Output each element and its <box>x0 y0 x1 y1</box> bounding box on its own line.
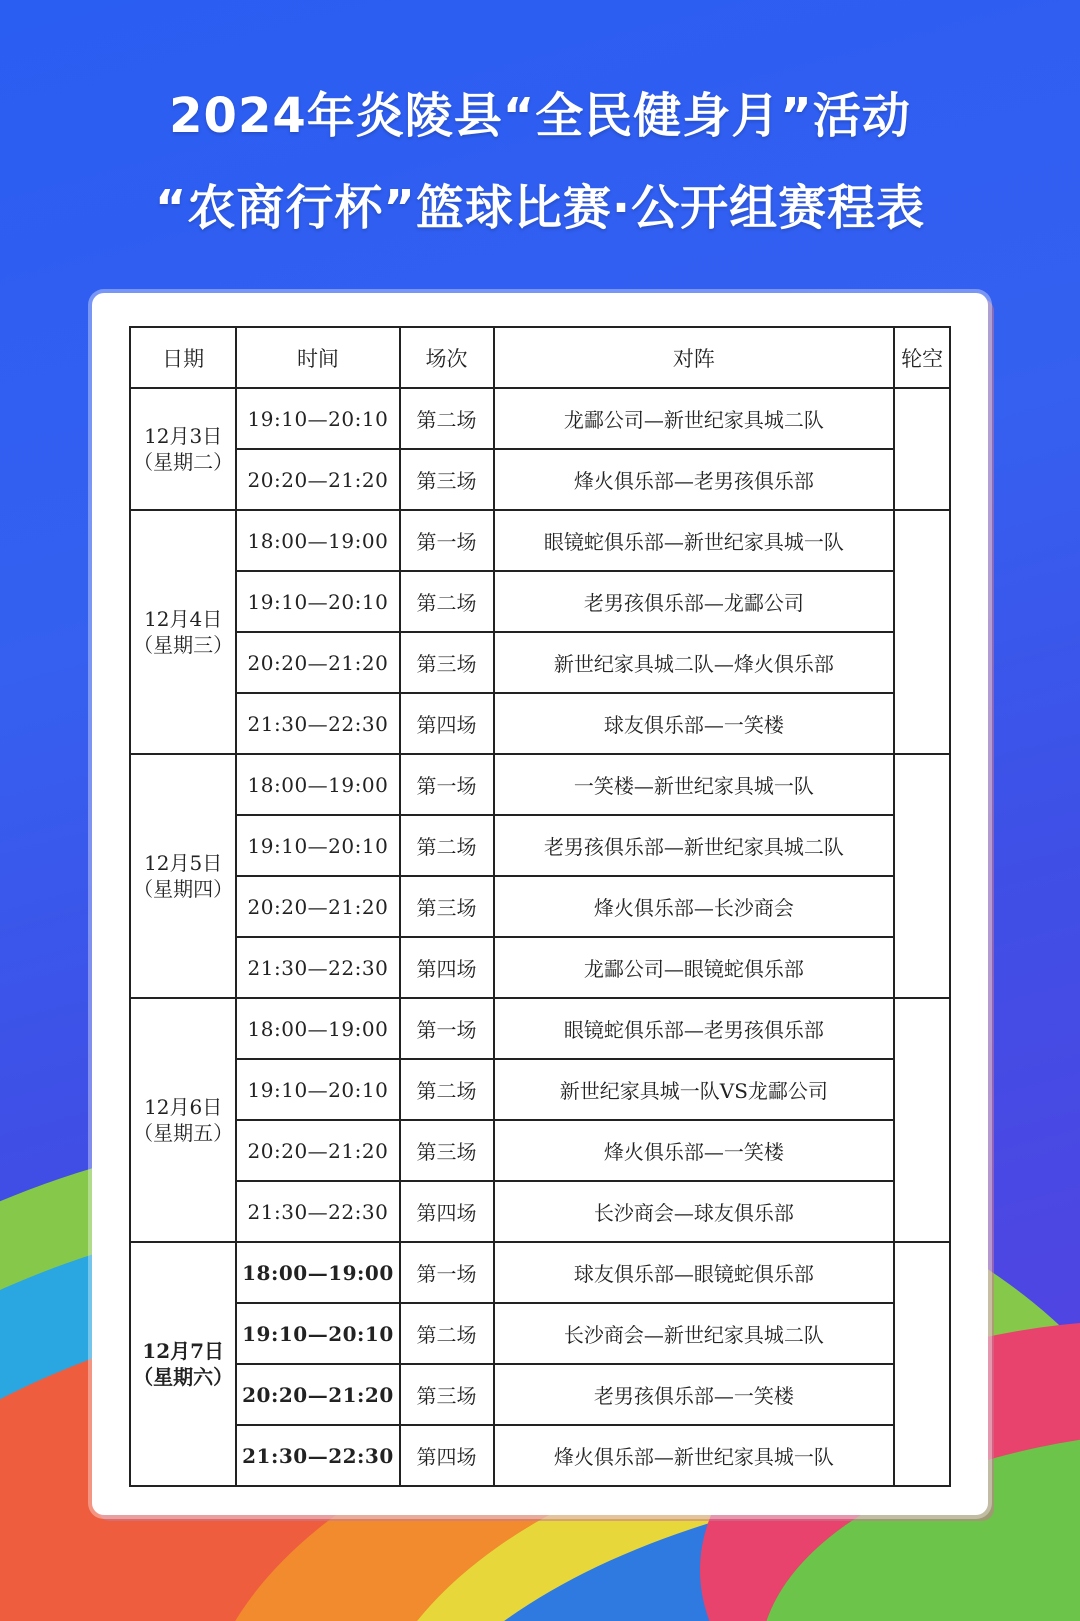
time-cell: 19:10—20:10 <box>236 815 399 876</box>
date-text: 12月6日 <box>144 1095 223 1119</box>
table-row <box>130 571 950 632</box>
matchup-cell: 球友俱乐部—眼镜蛇俱乐部 <box>494 1242 895 1303</box>
round-cell: 第四场 <box>400 1425 494 1486</box>
matchup-cell: 烽火俱乐部—长沙商会 <box>494 876 895 937</box>
time-cell: 18:00—19:00 <box>236 998 399 1059</box>
bye-cell <box>894 754 950 998</box>
date-text: 12月3日 <box>144 424 223 448</box>
date-cell <box>130 998 236 1242</box>
time-cell: 21:30—22:30 <box>236 937 399 998</box>
header-date: 日期 <box>130 327 236 388</box>
matchup-cell: 烽火俱乐部—新世纪家具城一队 <box>494 1425 895 1486</box>
round-cell: 第二场 <box>400 1303 494 1364</box>
round-cell: 第四场 <box>400 1181 494 1242</box>
matchup-cell: 新世纪家具城一队VS龙酃公司 <box>494 1059 895 1120</box>
table-row <box>130 693 950 754</box>
weekday-text: （星期六） <box>133 1365 234 1389</box>
round-cell: 第二场 <box>400 571 494 632</box>
time-cell: 20:20—21:20 <box>236 876 399 937</box>
round-cell: 第二场 <box>400 1059 494 1120</box>
date-cell <box>130 388 236 510</box>
round-cell: 第三场 <box>400 1120 494 1181</box>
round-cell: 第二场 <box>400 815 494 876</box>
matchup-cell: 龙酃公司—眼镜蛇俱乐部 <box>494 937 895 998</box>
table-row <box>130 1364 950 1425</box>
header-time: 时间 <box>236 327 399 388</box>
matchup-cell: 老男孩俱乐部—新世纪家具城二队 <box>494 815 895 876</box>
table-row <box>130 754 950 815</box>
weekday-text: （星期五） <box>133 1121 234 1145</box>
round-cell: 第一场 <box>400 754 494 815</box>
round-cell: 第二场 <box>400 388 494 449</box>
matchup-cell: 老男孩俱乐部—一笑楼 <box>494 1364 895 1425</box>
time-cell: 18:00—19:00 <box>236 754 399 815</box>
matchup-cell: 烽火俱乐部—一笑楼 <box>494 1120 895 1181</box>
table-row <box>130 449 950 510</box>
table-row <box>130 388 950 449</box>
time-cell: 20:20—21:20 <box>236 1364 399 1425</box>
schedule-body <box>130 388 950 1486</box>
date-cell <box>130 510 236 754</box>
table-row <box>130 510 950 571</box>
matchup-cell: 球友俱乐部—一笑楼 <box>494 693 895 754</box>
table-row <box>130 1242 950 1303</box>
time-cell: 19:10—20:10 <box>236 388 399 449</box>
header-matchup: 对阵 <box>494 327 895 388</box>
matchup-cell: 烽火俱乐部—老男孩俱乐部 <box>494 449 895 510</box>
round-cell: 第四场 <box>400 937 494 998</box>
schedule-table <box>129 326 951 1487</box>
date-text: 12月5日 <box>144 851 223 875</box>
table-row <box>130 876 950 937</box>
matchup-cell: 一笑楼—新世纪家具城一队 <box>494 754 895 815</box>
title-line-2: “农商行杯”篮球比赛·公开组赛程表 <box>154 180 926 236</box>
round-cell: 第四场 <box>400 693 494 754</box>
matchup-cell: 龙酃公司—新世纪家具城二队 <box>494 388 895 449</box>
bye-cell <box>894 998 950 1242</box>
table-header-row <box>130 327 950 388</box>
round-cell: 第一场 <box>400 998 494 1059</box>
date-cell <box>130 754 236 998</box>
date-text: 12月4日 <box>144 607 223 631</box>
weekday-text: （星期四） <box>133 877 234 901</box>
matchup-cell: 眼镜蛇俱乐部—新世纪家具城一队 <box>494 510 895 571</box>
header-bye: 轮空 <box>894 327 950 388</box>
matchup-cell: 老男孩俱乐部—龙酃公司 <box>494 571 895 632</box>
matchup-cell: 眼镜蛇俱乐部—老男孩俱乐部 <box>494 998 895 1059</box>
time-cell: 19:10—20:10 <box>236 571 399 632</box>
time-cell: 21:30—22:30 <box>236 1181 399 1242</box>
table-row <box>130 937 950 998</box>
round-cell: 第三场 <box>400 1364 494 1425</box>
time-cell: 20:20—21:20 <box>236 632 399 693</box>
time-cell: 21:30—22:30 <box>236 693 399 754</box>
table-row <box>130 1120 950 1181</box>
matchup-cell: 长沙商会—球友俱乐部 <box>494 1181 895 1242</box>
time-cell: 20:20—21:20 <box>236 1120 399 1181</box>
title-line-1: 2024年炎陵县“全民健身月”活动 <box>169 88 911 144</box>
weekday-text: （星期三） <box>133 633 234 657</box>
round-cell: 第三场 <box>400 449 494 510</box>
matchup-cell: 新世纪家具城二队—烽火俱乐部 <box>494 632 895 693</box>
table-row <box>130 1059 950 1120</box>
time-cell: 19:10—20:10 <box>236 1303 399 1364</box>
table-row <box>130 815 950 876</box>
round-cell: 第三场 <box>400 876 494 937</box>
table-row <box>130 632 950 693</box>
date-cell <box>130 1242 236 1486</box>
bye-cell <box>894 1242 950 1486</box>
table-row <box>130 1303 950 1364</box>
bye-cell <box>894 510 950 754</box>
time-cell: 18:00—19:00 <box>236 1242 399 1303</box>
table-row <box>130 1425 950 1486</box>
round-cell: 第三场 <box>400 632 494 693</box>
table-row <box>130 1181 950 1242</box>
header-round: 场次 <box>400 327 494 388</box>
table-row <box>130 998 950 1059</box>
weekday-text: （星期二） <box>133 450 234 474</box>
time-cell: 18:00—19:00 <box>236 510 399 571</box>
round-cell: 第一场 <box>400 1242 494 1303</box>
page-title <box>0 70 1080 254</box>
round-cell: 第一场 <box>400 510 494 571</box>
time-cell: 20:20—21:20 <box>236 449 399 510</box>
matchup-cell: 长沙商会—新世纪家具城二队 <box>494 1303 895 1364</box>
time-cell: 21:30—22:30 <box>236 1425 399 1486</box>
date-text: 12月7日 <box>142 1339 225 1363</box>
bye-cell <box>894 388 950 510</box>
time-cell: 19:10—20:10 <box>236 1059 399 1120</box>
